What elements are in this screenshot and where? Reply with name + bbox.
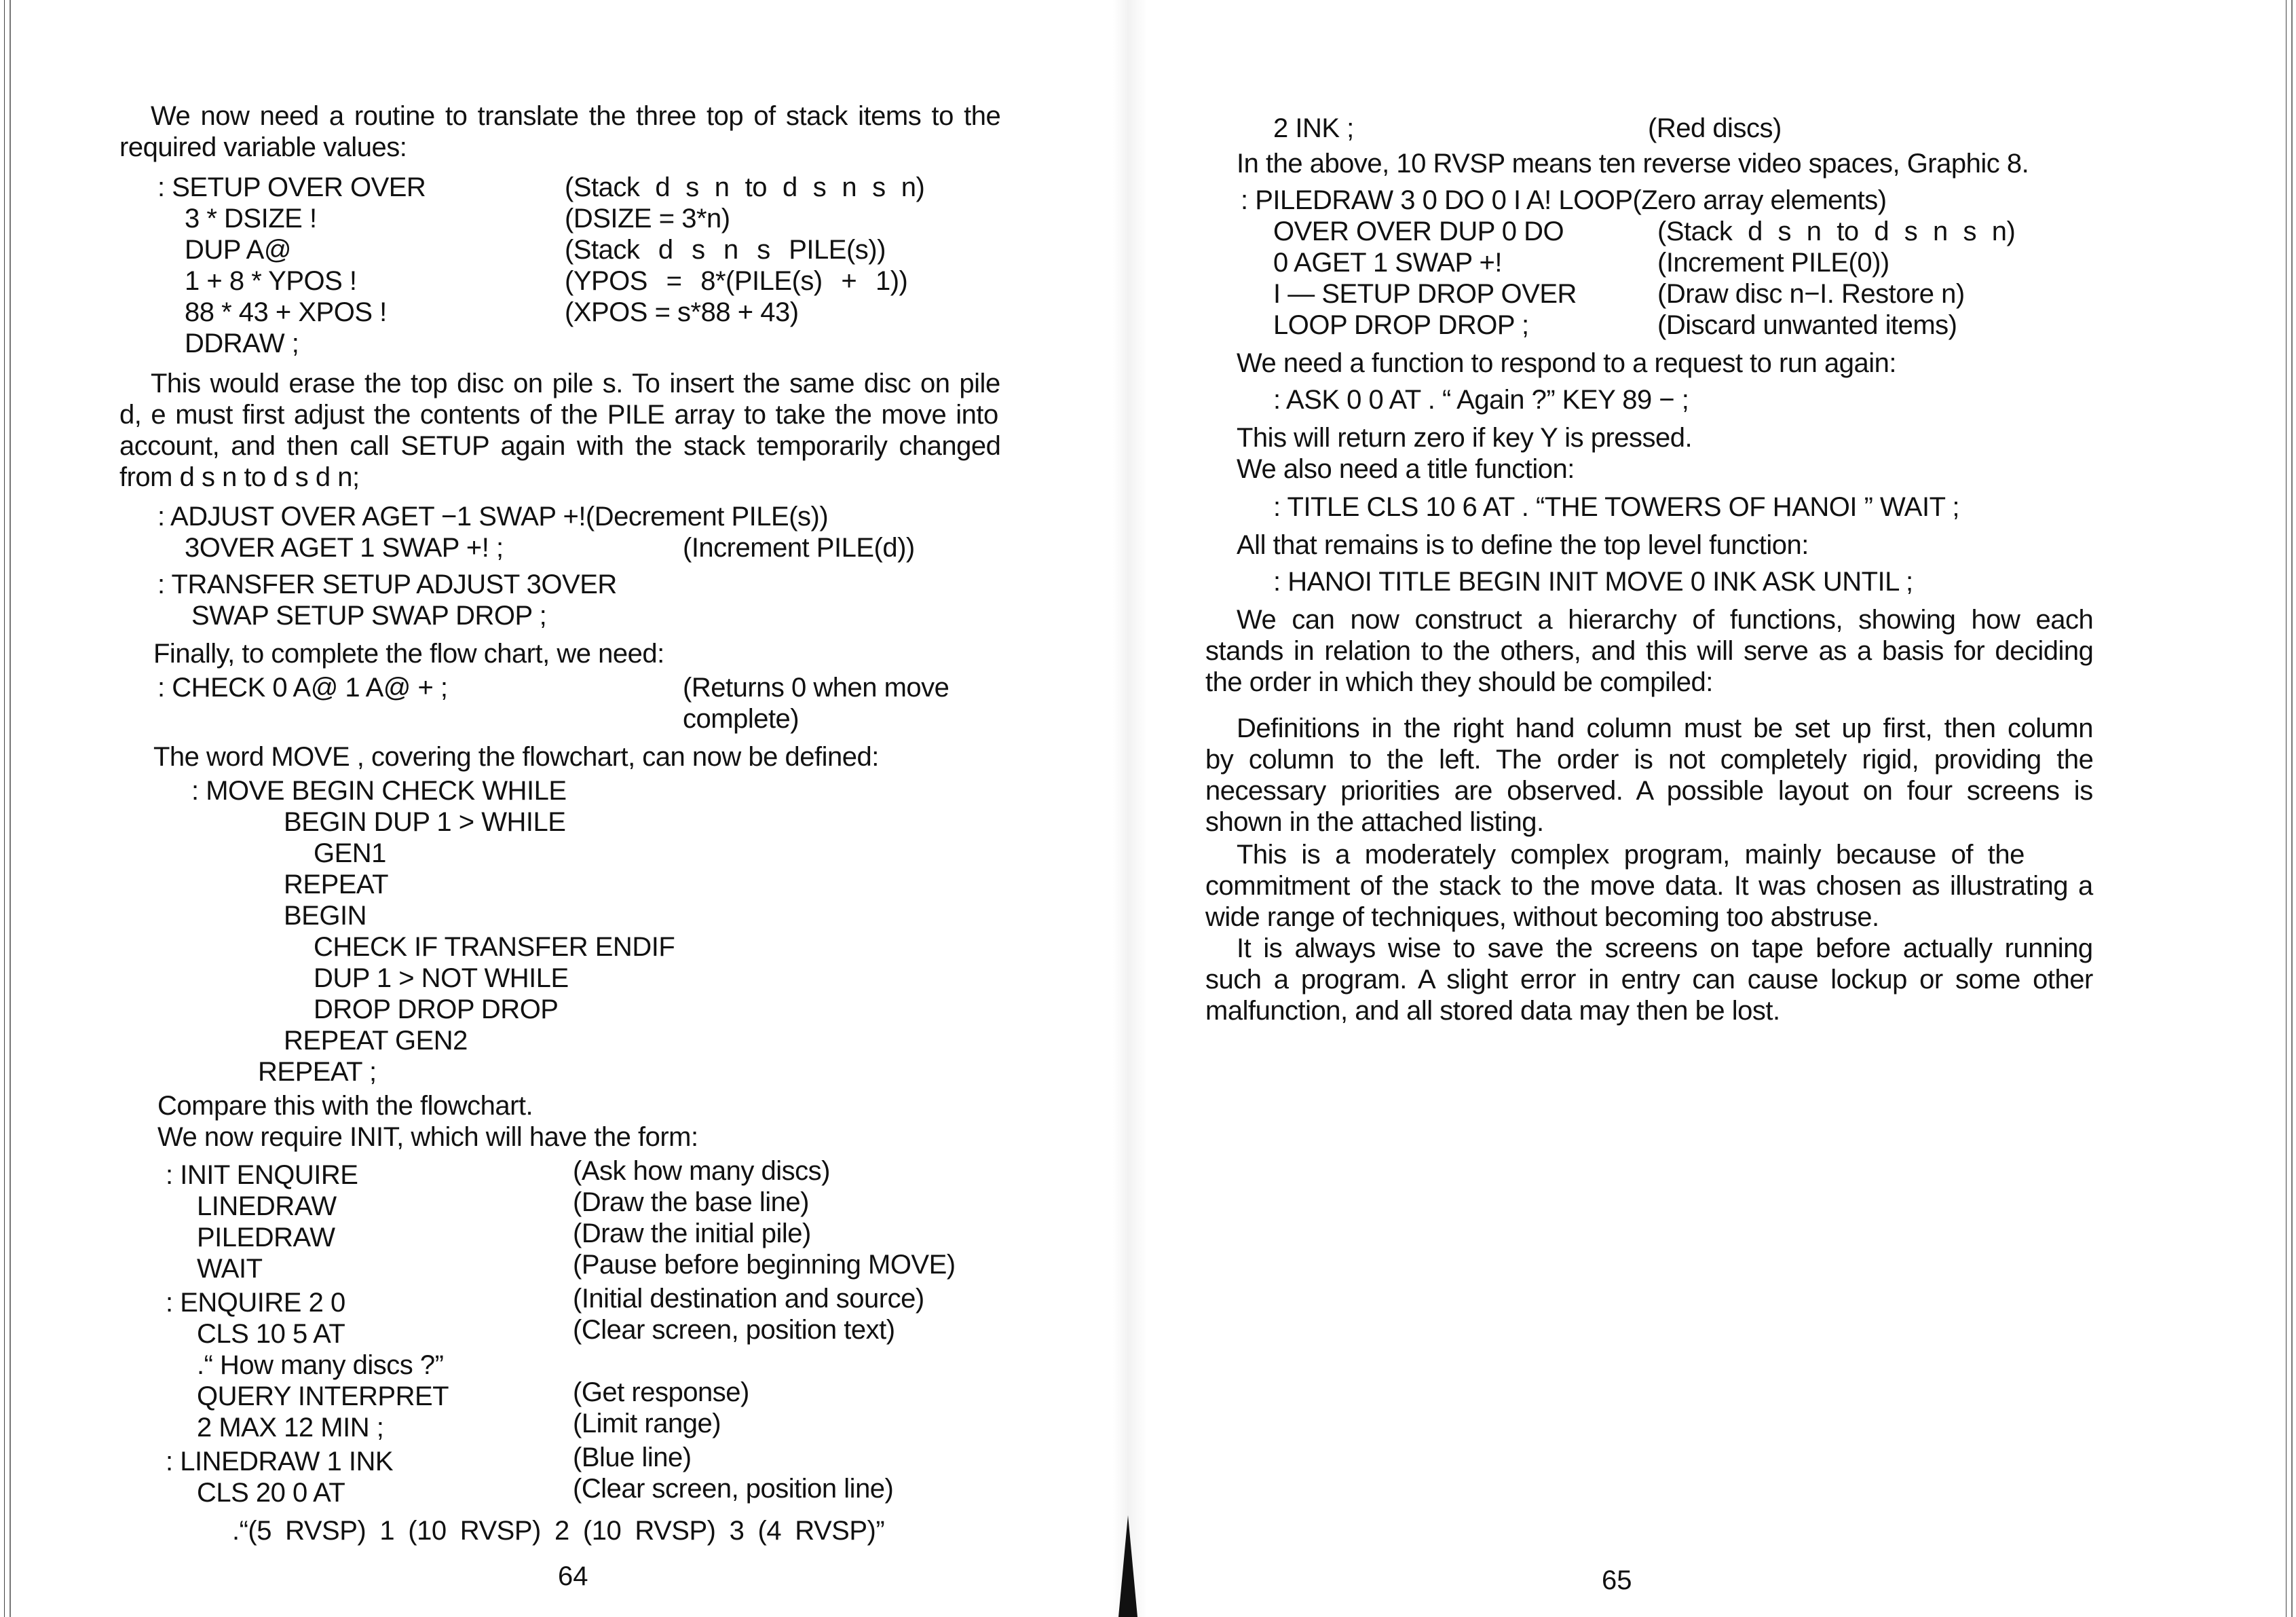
text-line: .“ How many discs ?”	[197, 1350, 444, 1380]
text-line: OVER OVER DUP 0 DO	[1273, 217, 1564, 246]
text-line: This will return zero if key Y is pressed.	[1237, 423, 1693, 453]
text-line: 1 + 8 * YPOS !	[185, 266, 357, 296]
right-page	[1147, 0, 2296, 1617]
text-line: : MOVE BEGIN CHECK WHILE	[191, 776, 567, 806]
text-line: DUP A@	[185, 235, 291, 265]
text-line: : ENQUIRE 2 0	[166, 1288, 345, 1318]
text-line: shown in the attached listing.	[1205, 807, 1544, 837]
text-line: QUERY INTERPRET	[197, 1381, 449, 1411]
text-line: (Initial destination and source)	[573, 1284, 924, 1314]
text-line: necessary priorities are observed. A possible layout on four screens is	[1205, 776, 2093, 806]
text-line: : INIT ENQUIRE	[166, 1160, 358, 1190]
text-line: DDRAW ;	[185, 329, 299, 358]
text-line: complete)	[683, 704, 799, 734]
text-line: CLS 20 0 AT	[197, 1478, 345, 1508]
text-line: We now require INIT, which will have the form:	[157, 1122, 698, 1152]
text-line: We also need a title function:	[1237, 454, 1575, 484]
text-line: We now need a routine to translate the three top of stack items to the	[151, 101, 1001, 131]
text-line: : ADJUST OVER AGET −1 SWAP +!(Decrement PILE(s))	[157, 502, 829, 532]
text-line: SWAP SETUP SWAP DROP ;	[191, 601, 547, 631]
text-line: 0 AGET 1 SWAP +!	[1273, 248, 1502, 278]
text-line: GEN1	[314, 838, 386, 868]
text-line: This is a moderately complex program, mainly because of the	[1237, 840, 2025, 870]
text-line: (XPOS = s*88 + 43)	[565, 297, 799, 327]
text-line: BEGIN DUP 1 > WHILE	[284, 807, 566, 837]
text-line: 2 INK ;	[1273, 113, 1354, 143]
text-line: : TITLE CLS 10 6 AT . “THE TOWERS OF HANOI ” WAIT ;	[1273, 492, 1960, 522]
text-line: (Stack d s n to d s n s n)	[565, 172, 925, 202]
text-line: malfunction, and all stored data may then be lost.	[1205, 996, 1780, 1026]
text-line: (Draw disc n−I. Restore n)	[1657, 279, 1965, 309]
text-line: (Increment PILE(0))	[1657, 248, 1889, 278]
text-line: All that remains is to define the top level function:	[1237, 530, 1809, 560]
text-line: (Blue line)	[573, 1443, 692, 1472]
text-line: (Discard unwanted items)	[1657, 310, 1957, 340]
text-line: REPEAT GEN2	[284, 1026, 468, 1056]
text-line: (Draw the base line)	[573, 1187, 809, 1217]
text-line: : TRANSFER SETUP ADJUST 3OVER	[157, 570, 617, 599]
text-line: DUP 1 > NOT WHILE	[314, 963, 569, 993]
text-line: from d s n to d s d n;	[119, 462, 360, 492]
text-line: We can now construct a hierarchy of functions, showing how each	[1237, 605, 2094, 635]
text-line: : SETUP OVER OVER	[157, 172, 426, 202]
text-line: d, e must first adjust the contents of the PILE array to take the move into	[119, 400, 998, 430]
text-line: (Limit range)	[573, 1409, 721, 1438]
text-line: (Red discs)	[1648, 113, 1782, 143]
left-page	[0, 0, 1113, 1617]
text-line: 2 MAX 12 MIN ;	[197, 1413, 384, 1443]
text-line: such a program. A slight error in entry can cause lockup or some other	[1205, 965, 2093, 995]
text-line: (Draw the initial pile)	[573, 1219, 811, 1248]
text-line: In the above, 10 RVSP means ten reverse video spaces, Graphic 8.	[1237, 149, 2029, 179]
text-line: CLS 10 5 AT	[197, 1319, 345, 1349]
text-line: Definitions in the right hand column must be set up first, then column	[1237, 713, 2093, 743]
text-line: (Stack d s n s PILE(s))	[565, 235, 886, 265]
binding-shadow	[1118, 1515, 1137, 1617]
text-line: 3OVER AGET 1 SWAP +! ;	[185, 533, 504, 563]
page-number-left: 64	[558, 1561, 588, 1591]
text-line: Compare this with the flowchart.	[157, 1091, 533, 1121]
text-line: LINEDRAW	[197, 1191, 337, 1221]
text-line: .“(5 RVSP) 1 (10 RVSP) 2 (10 RVSP) 3 (4 RVSP)”	[232, 1516, 885, 1546]
page-number-right: 65	[1602, 1565, 1632, 1595]
text-line: required variable values:	[119, 132, 407, 162]
text-line: (Increment PILE(d))	[683, 533, 915, 563]
text-line: (Stack d s n to d s n s n)	[1657, 217, 2016, 246]
text-line: stands in relation to the others, and this will serve as a basis for deciding	[1205, 636, 2094, 666]
book-gutter	[1113, 0, 1147, 1617]
text-line: BEGIN	[284, 901, 366, 931]
text-line: LOOP DROP DROP ;	[1273, 310, 1529, 340]
text-line: I — SETUP DROP OVER	[1273, 279, 1577, 309]
text-line: We need a function to respond to a request to run again:	[1237, 348, 1896, 378]
text-line: It is always wise to save the screens on tape before actually running	[1237, 933, 2093, 963]
text-line: (Returns 0 when move	[683, 673, 949, 703]
text-line: : PILEDRAW 3 0 DO 0 I A! LOOP(Zero array elements)	[1241, 185, 1887, 215]
text-line: wide range of techniques, without becoming too abstruse.	[1205, 902, 1879, 932]
text-line: by column to the left. The order is not completely rigid, providing the	[1205, 745, 2094, 775]
text-line: (Ask how many discs)	[573, 1156, 830, 1186]
text-line: (Clear screen, position line)	[573, 1474, 894, 1504]
text-line: : LINEDRAW 1 INK	[166, 1447, 394, 1476]
text-line: WAIT	[197, 1254, 263, 1284]
text-line: : CHECK 0 A@ 1 A@ + ;	[157, 673, 448, 703]
text-line: CHECK IF TRANSFER ENDIF	[314, 932, 675, 962]
text-line: This would erase the top disc on pile s. To insert the same disc on pile	[151, 369, 1000, 398]
text-line: (DSIZE = 3*n)	[565, 204, 730, 234]
text-line: 88 * 43 + XPOS !	[185, 297, 387, 327]
text-line: commitment of the stack to the move data. It was chosen as illustrating a	[1205, 871, 2093, 901]
text-line: REPEAT ;	[258, 1057, 377, 1087]
text-line: (Pause before beginning MOVE)	[573, 1250, 956, 1280]
text-line: PILEDRAW	[197, 1223, 335, 1252]
text-line: (YPOS = 8*(PILE(s) + 1))	[565, 266, 908, 296]
text-line: account, and then call SETUP again with the stack temporarily changed	[119, 431, 1001, 461]
text-line: : ASK 0 0 AT . “ Again ?” KEY 89 − ;	[1273, 385, 1689, 415]
text-line: REPEAT	[284, 870, 389, 899]
text-line: (Clear screen, position text)	[573, 1315, 895, 1345]
text-line: 3 * DSIZE !	[185, 204, 317, 234]
text-line: the order in which they should be compiled:	[1205, 667, 1713, 697]
text-line: DROP DROP DROP	[314, 995, 559, 1024]
text-line: (Get response)	[573, 1377, 749, 1407]
text-line: : HANOI TITLE BEGIN INIT MOVE 0 INK ASK UNTIL ;	[1273, 567, 1913, 597]
text-line: The word MOVE , covering the flowchart, can now be defined:	[153, 742, 879, 772]
text-line: Finally, to complete the flow chart, we need:	[153, 639, 664, 669]
